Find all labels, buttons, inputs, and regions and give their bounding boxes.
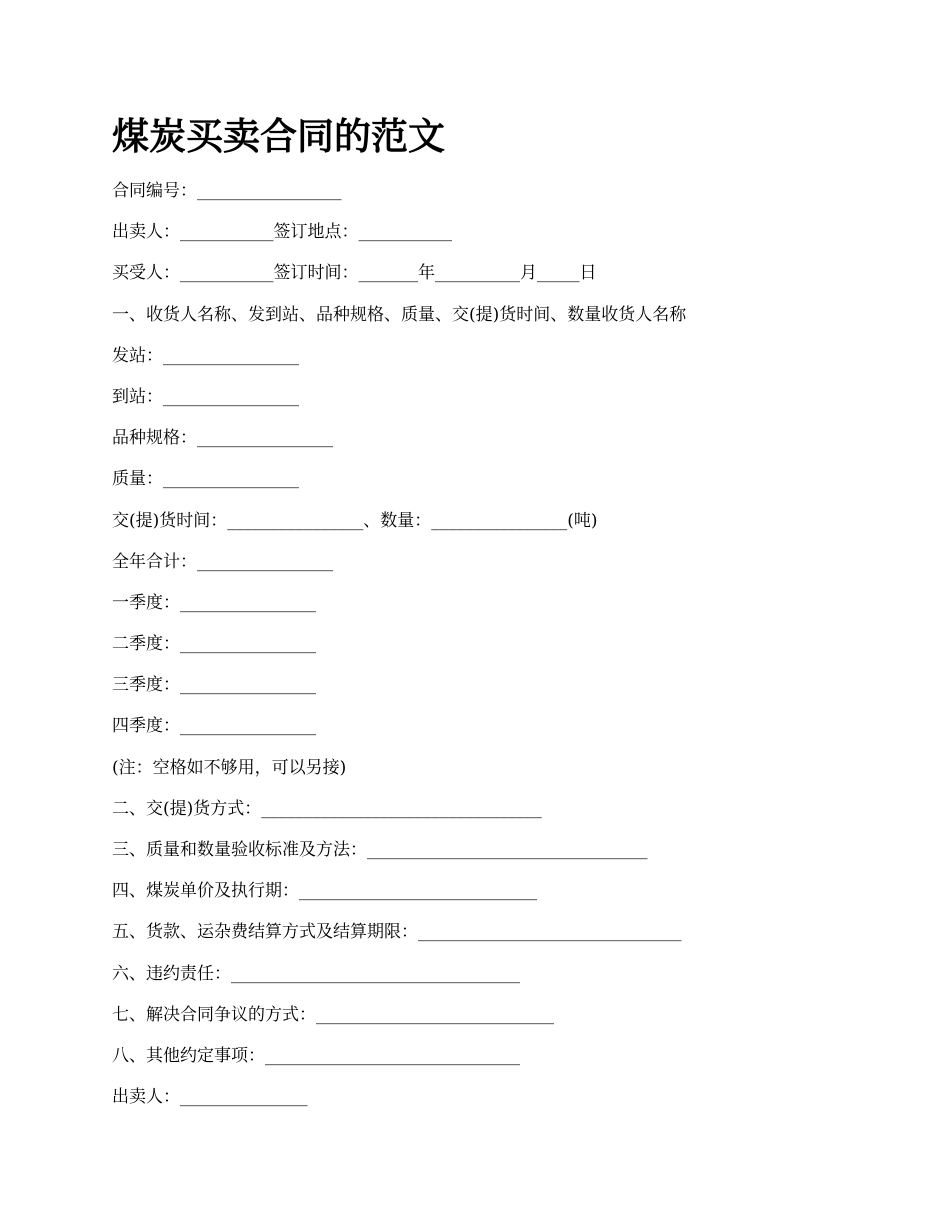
arrival-station-line: 到站：________________ [112, 386, 299, 407]
quality-line: 质量：________________ [112, 469, 299, 490]
quarter-4-line: 四季度：________________ [112, 716, 316, 737]
section-7-line: 七、解决合同争议的方式：____________________________ [112, 1004, 554, 1025]
note-line: (注：空格如不够用，可以另接) [112, 757, 347, 778]
quarter-2-line: 二季度：________________ [112, 634, 316, 655]
seller-signature-line: 出卖人：_______________ [112, 1087, 308, 1108]
buyer-signing-date-line: 买受人：___________签订时间：_______年__________月_____日 [112, 263, 597, 284]
section-4-line: 四、煤炭单价及执行期：____________________________ [112, 881, 537, 902]
quarter-1-line: 一季度：________________ [112, 592, 316, 613]
section-1-heading: 一、收货人名称、发到站、品种规格、质量、交(提)货时间、数量收货人名称 [112, 304, 687, 325]
contract-body [112, 176, 872, 1123]
quarter-3-line: 三季度：________________ [112, 675, 316, 696]
annual-total-line: 全年合计：________________ [112, 551, 333, 572]
contract-number-line: 合同编号：_________________ [112, 181, 342, 201]
section-2-line: 二、交(提)货方式：_________________________________ [112, 798, 542, 819]
section-5-line: 五、货款、运杂费结算方式及结算期限：_______________________________ [112, 922, 682, 943]
section-6-line: 六、违约责任：__________________________________ [112, 963, 520, 984]
delivery-time-quantity-line: 交(提)货时间：________________、数量：________________(吨) [112, 510, 598, 531]
departure-station-line: 发站：________________ [112, 345, 299, 366]
section-8-line: 八、其他约定事项：______________________________ [112, 1045, 520, 1066]
seller-signing-place-line: 出卖人：___________签订地点：___________ [112, 222, 452, 243]
section-3-line: 三、质量和数量验收标准及方法：_________________________________ [112, 840, 648, 860]
variety-spec-line: 品种规格：________________ [112, 428, 333, 449]
document-title: 煤炭买卖合同的范文 [112, 114, 445, 158]
